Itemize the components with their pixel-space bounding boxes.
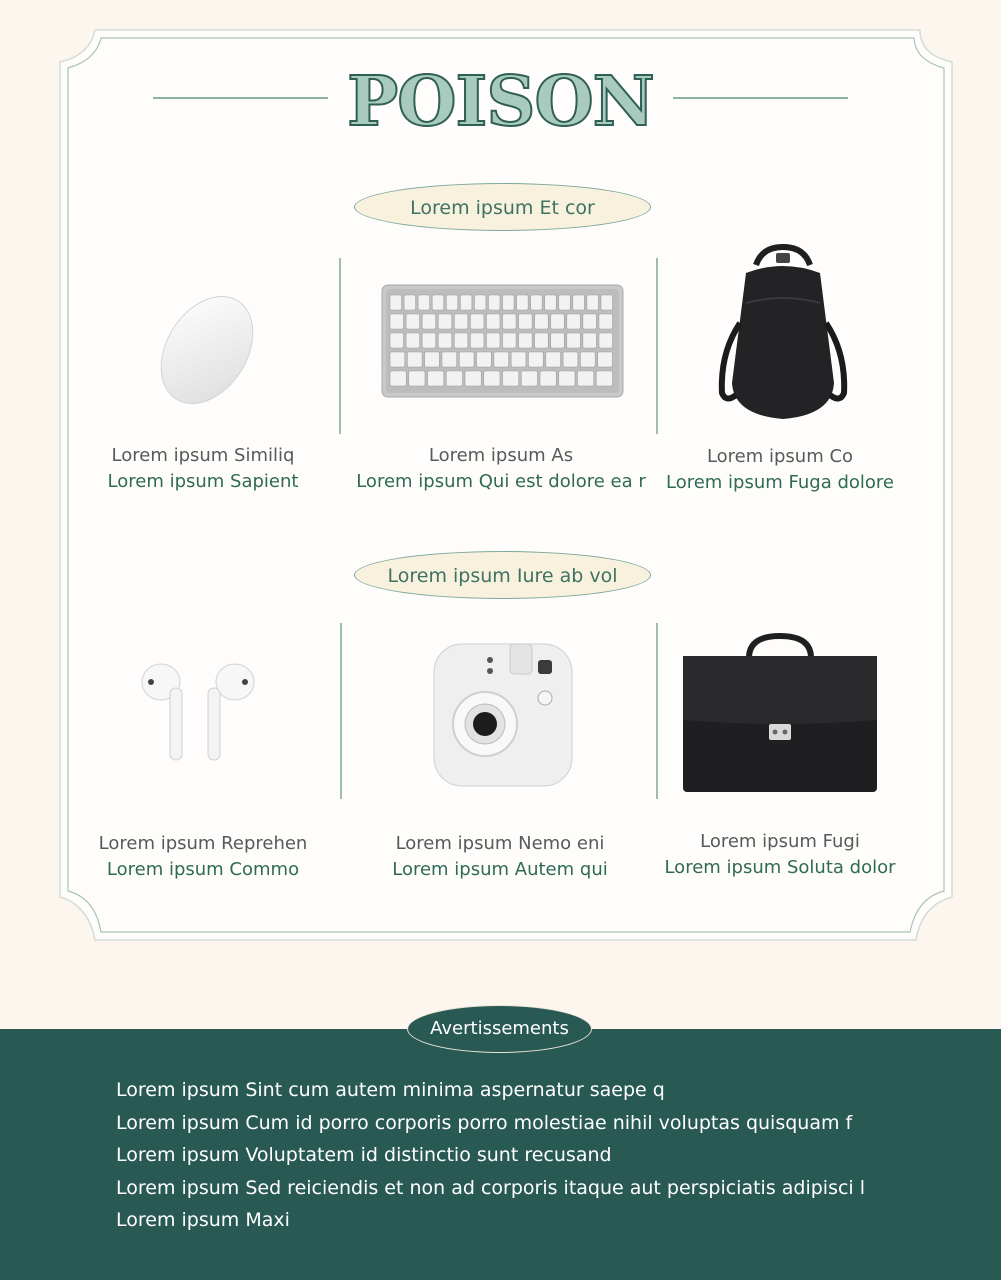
column-divider xyxy=(339,258,341,434)
item-caption xyxy=(350,831,650,883)
item-name: Lorem ipsum Similiq xyxy=(111,445,295,466)
warning-item: Lorem ipsum Sed reiciendis et non ad corporis itaque aut perspiciatis adipisci l xyxy=(116,1176,866,1199)
briefcase-image xyxy=(681,632,879,794)
earbuds-image xyxy=(136,660,261,766)
item-detail: Lorem ipsum Commo xyxy=(106,859,300,880)
column-divider xyxy=(340,623,342,799)
item-name: Lorem ipsum Fugi xyxy=(700,831,860,852)
item-caption xyxy=(53,831,353,883)
item-name: Lorem ipsum Co xyxy=(706,446,854,467)
item-detail: Lorem ipsum Autem qui xyxy=(392,859,608,880)
item-caption xyxy=(630,444,930,496)
warning-item: Lorem ipsum Maxi xyxy=(116,1209,290,1231)
title-divider-right xyxy=(673,97,848,99)
item-detail: Lorem ipsum Soluta dolor xyxy=(664,857,896,878)
keyboard-image xyxy=(381,284,624,398)
mouse-image xyxy=(155,288,260,413)
item-detail: Lorem ipsum Fuga dolore xyxy=(665,472,894,493)
section-heading: Lorem ipsum Et cor xyxy=(354,183,651,231)
column-divider xyxy=(656,623,658,799)
item-caption xyxy=(351,443,651,495)
item-caption xyxy=(630,829,930,881)
item-caption xyxy=(53,443,353,495)
instant-camera-image xyxy=(432,640,574,788)
warnings-list xyxy=(116,1074,916,1237)
item-detail: Lorem ipsum Sapient xyxy=(107,471,299,492)
page-title: POISON xyxy=(347,62,654,142)
warning-item: Lorem ipsum Sint cum autem minima aspernatur saepe q xyxy=(116,1079,665,1101)
title-row xyxy=(0,62,1001,142)
item-name: Lorem ipsum Reprehen xyxy=(98,833,308,854)
section-heading: Lorem ipsum Iure ab vol xyxy=(354,551,651,599)
warning-item: Lorem ipsum Cum id porro corporis porro molestiae nihil voluptas quisquam f xyxy=(116,1111,853,1134)
item-name: Lorem ipsum As xyxy=(428,445,574,466)
warnings-heading: Avertissements xyxy=(407,1005,592,1053)
item-name: Lorem ipsum Nemo eni xyxy=(395,833,605,854)
item-detail: Lorem ipsum Qui est dolore ea r xyxy=(356,471,646,492)
warning-item: Lorem ipsum Voluptatem id distinctio sunt recusand xyxy=(116,1144,612,1166)
column-divider xyxy=(656,258,658,434)
backpack-image xyxy=(716,243,850,421)
